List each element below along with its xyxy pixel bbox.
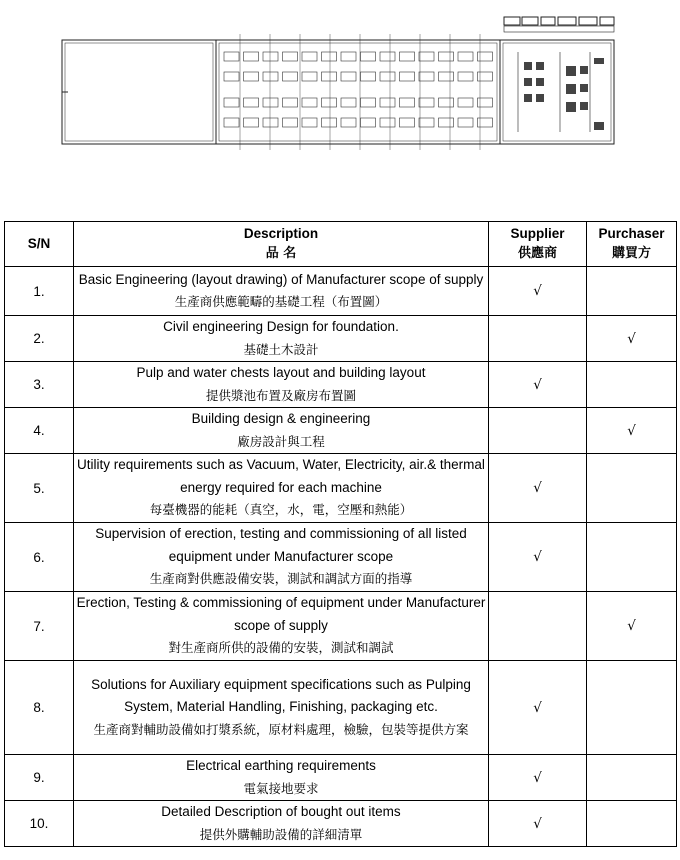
machine-block <box>283 52 298 61</box>
row-purchaser-mark <box>587 267 677 316</box>
row-description-en: Electrical earthing requirements <box>186 758 376 773</box>
row-description <box>74 362 489 408</box>
machine-block <box>419 98 434 107</box>
row-supplier-mark <box>489 316 587 362</box>
header-supplier-en: Supplier <box>510 226 565 241</box>
header-description <box>74 222 489 267</box>
machine-block <box>283 98 298 107</box>
machine-block <box>361 98 376 107</box>
row-description-zh: 每臺機器的能耗（真空，水，電，空壓和熱能） <box>149 502 413 518</box>
table-row <box>5 755 677 801</box>
machine-block <box>302 118 317 127</box>
row-description-zh: 生產商供應範疇的基礎工程（布置圖） <box>174 294 388 309</box>
row-purchaser-mark: √ <box>587 316 677 362</box>
machine-block <box>244 98 259 107</box>
row-sn: 7. <box>5 592 74 661</box>
machine-block <box>263 52 278 61</box>
machine-block <box>458 118 473 127</box>
row-description-zh: 基礎土木設計 <box>243 341 319 357</box>
machine-block <box>322 98 337 107</box>
machine-block <box>302 52 317 61</box>
machine-block <box>380 118 395 127</box>
row-description <box>74 523 489 592</box>
machine-block <box>283 118 298 127</box>
machine-block <box>361 118 376 127</box>
machine-block <box>400 72 415 81</box>
table-row <box>5 801 677 847</box>
machine-block <box>263 72 278 81</box>
machine-block <box>419 52 434 61</box>
row-sn: 2. <box>5 316 74 362</box>
machine-block <box>439 98 454 107</box>
header-purchaser-zh: 購買方 <box>611 246 651 261</box>
row-sn: 10. <box>5 801 74 847</box>
machine-block <box>244 72 259 81</box>
row-supplier-mark: √ <box>489 661 587 755</box>
row-description-en: Detailed Description of bought out items <box>161 804 401 819</box>
table-row <box>5 316 677 362</box>
row-description <box>74 267 489 316</box>
row-sn: 5. <box>5 454 74 523</box>
header-sn <box>5 222 74 267</box>
machine-block <box>322 72 337 81</box>
machine-block <box>478 52 493 61</box>
header-supplier <box>489 222 587 267</box>
row-description-en: Building design & engineering <box>191 411 371 426</box>
machine-block <box>361 72 376 81</box>
machine-block <box>439 72 454 81</box>
table-row <box>5 454 677 523</box>
machine-block <box>341 98 356 107</box>
scope-of-supply-table <box>4 221 677 847</box>
row-supplier-mark: √ <box>489 523 587 592</box>
machine-block <box>322 52 337 61</box>
table-row <box>5 592 677 661</box>
header-sn-label: S/N <box>27 236 51 251</box>
machine-block <box>302 98 317 107</box>
row-description-en: Solutions for Auxiliary equipment specifications such as Pulping System, Material Handling, Finishing, packaging etc. <box>91 676 471 715</box>
row-description-en: Civil engineering Design for foundation. <box>163 319 399 334</box>
machine-block <box>263 98 278 107</box>
machine-block <box>439 52 454 61</box>
legend-box <box>579 17 597 25</box>
row-purchaser-mark <box>587 454 677 523</box>
machine-block <box>458 52 473 61</box>
header-description-zh: 品 名 <box>265 246 297 261</box>
row-description <box>74 408 489 454</box>
row-description <box>74 454 489 523</box>
row-description-en: Supervision of erection, testing and commissioning of all listed equipment under Manufacturer scope <box>95 526 467 564</box>
legend-box <box>558 17 576 25</box>
machine-block <box>341 52 356 61</box>
row-description-zh: 對生產商所供的設備的安裝，測試和調試 <box>168 640 394 656</box>
machine-block <box>400 118 415 127</box>
row-description <box>74 661 489 755</box>
row-description <box>74 755 489 801</box>
row-sn: 3. <box>5 362 74 408</box>
factory-layout-plan <box>0 0 680 190</box>
row-sn: 8. <box>5 661 74 755</box>
row-purchaser-mark <box>587 661 677 755</box>
machine-block <box>400 52 415 61</box>
table-row <box>5 362 677 408</box>
row-supplier-mark: √ <box>489 454 587 523</box>
row-supplier-mark: √ <box>489 755 587 801</box>
row-description <box>74 592 489 661</box>
row-supplier-mark: √ <box>489 362 587 408</box>
row-sn: 6. <box>5 523 74 592</box>
row-description-zh: 生產商對供應設備安裝，測試和調試方面的指導 <box>149 571 413 587</box>
machine-block <box>419 72 434 81</box>
machine-block <box>341 118 356 127</box>
machine-block <box>224 98 239 107</box>
row-description-zh: 電氣接地要求 <box>243 780 319 796</box>
row-description <box>74 801 489 847</box>
row-description-en: Pulp and water chests layout and building layout <box>136 365 426 380</box>
table-row <box>5 408 677 454</box>
machine-block <box>341 72 356 81</box>
machine-block <box>224 118 239 127</box>
table-row <box>5 661 677 755</box>
machine-block <box>224 72 239 81</box>
row-supplier-mark <box>489 592 587 661</box>
machine-block <box>458 98 473 107</box>
row-purchaser-mark <box>587 523 677 592</box>
row-description <box>74 316 489 362</box>
row-description-en: Basic Engineering (layout drawing) of Manufacturer scope of supply <box>78 271 484 287</box>
machine-block <box>419 118 434 127</box>
row-supplier-mark: √ <box>489 267 587 316</box>
row-description-zh: 提供漿池布置及廠房布置圖 <box>205 387 356 403</box>
row-description-zh: 生產商對輔助設備如打漿系統，原材料處理，檢驗，包裝等提供方案 <box>93 721 469 737</box>
machine-block <box>263 118 278 127</box>
header-description-en: Description <box>243 226 319 241</box>
layout-drawing <box>0 0 680 190</box>
row-purchaser-mark <box>587 362 677 408</box>
machine-block <box>380 52 395 61</box>
row-supplier-mark <box>489 408 587 454</box>
table-header-row <box>5 222 677 267</box>
legend-box <box>504 17 520 25</box>
legend-box <box>600 17 614 25</box>
header-supplier-zh: 供應商 <box>517 246 557 261</box>
row-description-en: Erection, Testing & commissioning of equipment under Manufacturer scope of supply <box>76 595 486 633</box>
machine-block <box>478 72 493 81</box>
machine-block <box>380 72 395 81</box>
machine-block <box>322 118 337 127</box>
machine-block <box>439 118 454 127</box>
table-row <box>5 523 677 592</box>
machine-block <box>478 98 493 107</box>
row-sn: 4. <box>5 408 74 454</box>
row-description-zh: 提供外購輔助設備的詳細清單 <box>199 826 363 842</box>
legend-box <box>541 17 555 25</box>
machine-block <box>244 52 259 61</box>
row-purchaser-mark <box>587 755 677 801</box>
row-purchaser-mark: √ <box>587 408 677 454</box>
machine-block <box>283 72 298 81</box>
machine-block <box>224 52 239 61</box>
machine-block <box>361 52 376 61</box>
legend-box <box>522 17 538 25</box>
row-description-zh: 廠房設計與工程 <box>237 433 325 449</box>
machine-block <box>302 72 317 81</box>
table-row <box>5 267 677 316</box>
header-purchaser-en: Purchaser <box>598 226 665 241</box>
machine-block <box>400 98 415 107</box>
row-sn: 9. <box>5 755 74 801</box>
machine-block <box>244 118 259 127</box>
row-purchaser-mark <box>587 801 677 847</box>
machine-block <box>478 118 493 127</box>
row-sn: 1. <box>5 267 74 316</box>
machine-block <box>458 72 473 81</box>
header-purchaser <box>587 222 677 267</box>
machine-block <box>380 98 395 107</box>
row-purchaser-mark: √ <box>587 592 677 661</box>
row-description-en: Utility requirements such as Vacuum, Water, Electricity, air.& thermal energy required for each machine <box>77 457 485 495</box>
row-supplier-mark: √ <box>489 801 587 847</box>
